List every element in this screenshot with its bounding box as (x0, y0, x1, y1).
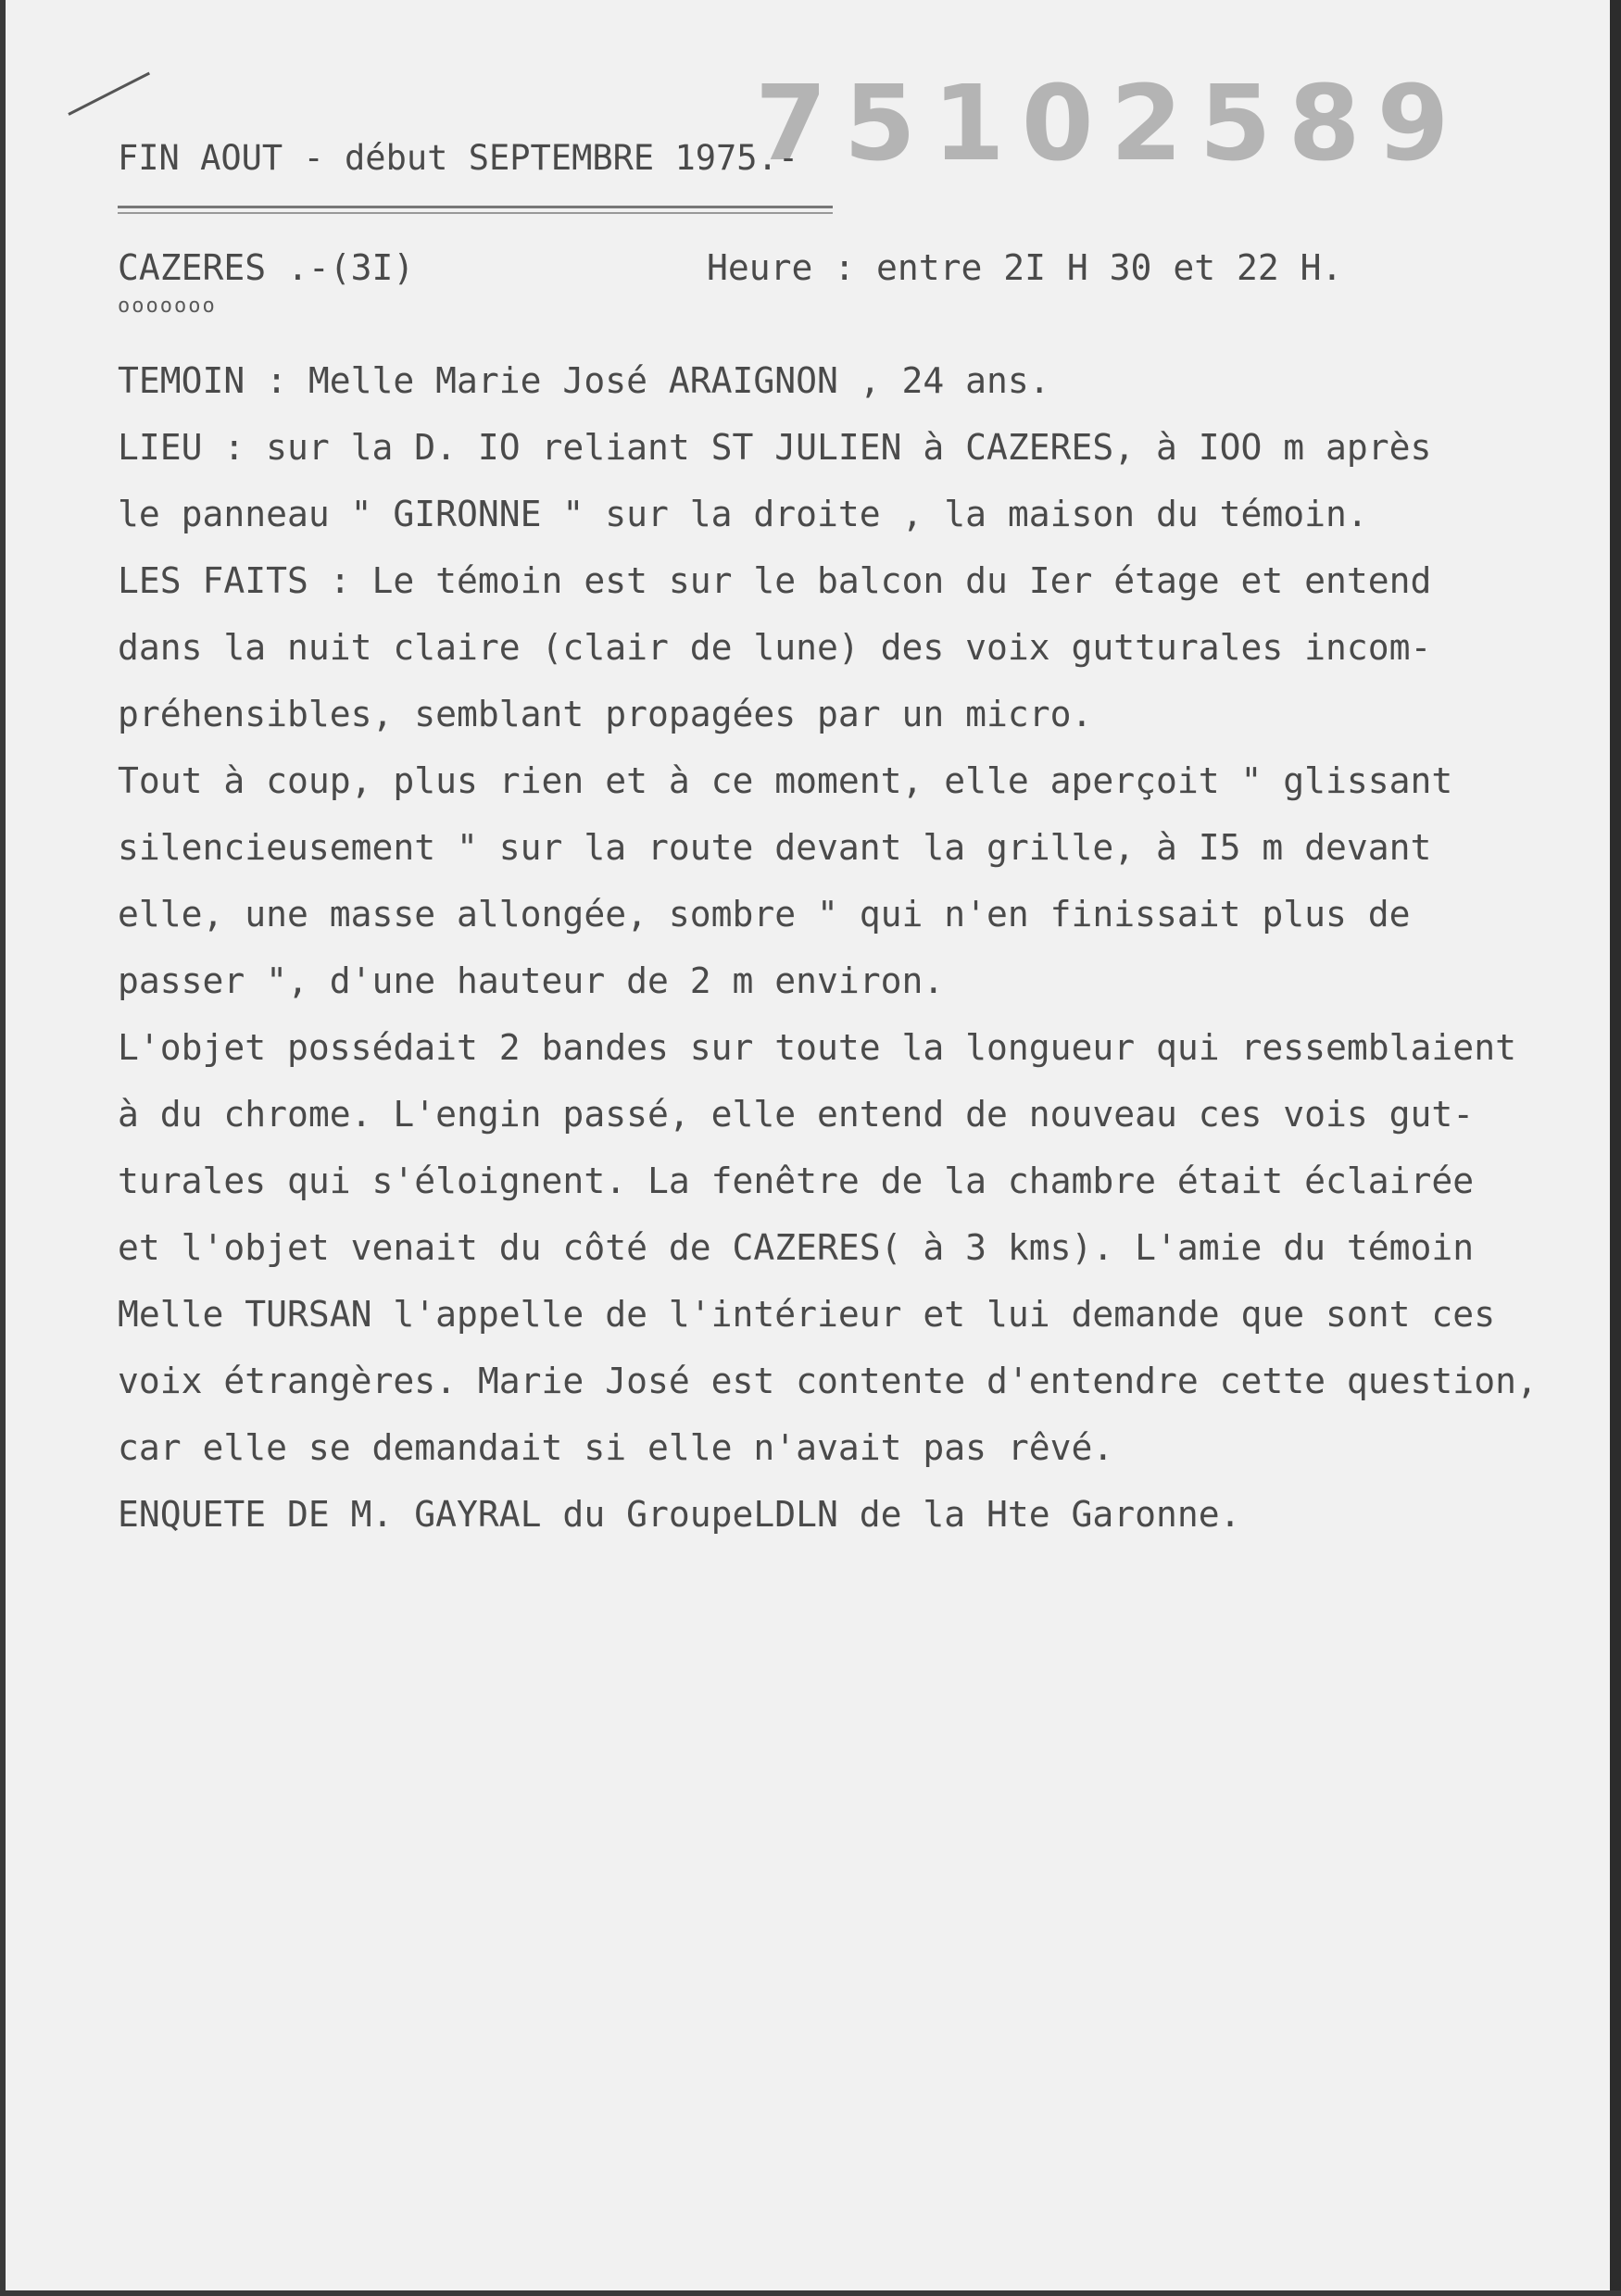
pen-mark (68, 72, 150, 116)
time-heading: Heure : entre 2I H 30 et 22 H. (707, 247, 1343, 288)
place-heading: CAZERES .-(3I) (118, 247, 415, 288)
body-line: voix étrangères. Marie José est contente d'entendre cette question, (118, 1361, 1538, 1401)
scan-edge-left (0, 0, 6, 2296)
body-line: Melle TURSAN l'appelle de l'intérieur et lui demande que sont ces (118, 1294, 1496, 1335)
date-header: FIN AOUT - début SEPTEMBRE 1975.- (118, 138, 799, 178)
header-underline-second (118, 212, 833, 214)
body-line: dans la nuit claire (clair de lune) des voix gutturales incom- (118, 627, 1432, 668)
body-line: préhensibles, semblant propagées par un micro. (118, 694, 1093, 734)
scan-edge-right (1610, 0, 1621, 2296)
body-line: à du chrome. L'engin passé, elle entend de nouveau ces vois gut- (118, 1094, 1475, 1135)
body-line: le panneau " GIRONNE " sur la droite , la maison du témoin. (118, 494, 1368, 534)
body-line: turales qui s'éloignent. La fenêtre de la chambre était éclairée (118, 1161, 1475, 1201)
body-line: LES FAITS : Le témoin est sur le balcon du Ier étage et entend (118, 560, 1432, 601)
body-line: L'objet possédait 2 bandes sur toute la longueur qui ressemblaient (118, 1027, 1516, 1068)
body-line: et l'objet venait du côté de CAZERES( à 3 kms). L'amie du témoin (118, 1227, 1475, 1268)
header-underline (118, 206, 833, 208)
body-line: TEMOIN : Melle Marie José ARAIGNON , 24 ans. (118, 360, 1050, 401)
body-line: ENQUETE DE M. GAYRAL du GroupeLDLN de la Hte Garonne. (118, 1494, 1241, 1535)
body-line: Tout à coup, plus rien et à ce moment, elle aperçoit " glissant (118, 760, 1453, 801)
archive-stamp-number: 75102589 (755, 64, 1466, 184)
body-line: elle, une masse allongée, sombre " qui n'en finissait plus de (118, 894, 1411, 935)
body-line: silencieusement " sur la route devant la grille, à I5 m devant (118, 827, 1432, 868)
body-line: LIEU : sur la D. IO reliant ST JULIEN à CAZERES, à IOO m après (118, 427, 1432, 468)
place-underline: ooooooo (118, 295, 217, 318)
scan-edge-bottom (0, 2290, 1621, 2296)
body-line: passer ", d'une hauteur de 2 m environ. (118, 960, 945, 1001)
body-line: car elle se demandait si elle n'avait pas rêvé. (118, 1427, 1114, 1468)
